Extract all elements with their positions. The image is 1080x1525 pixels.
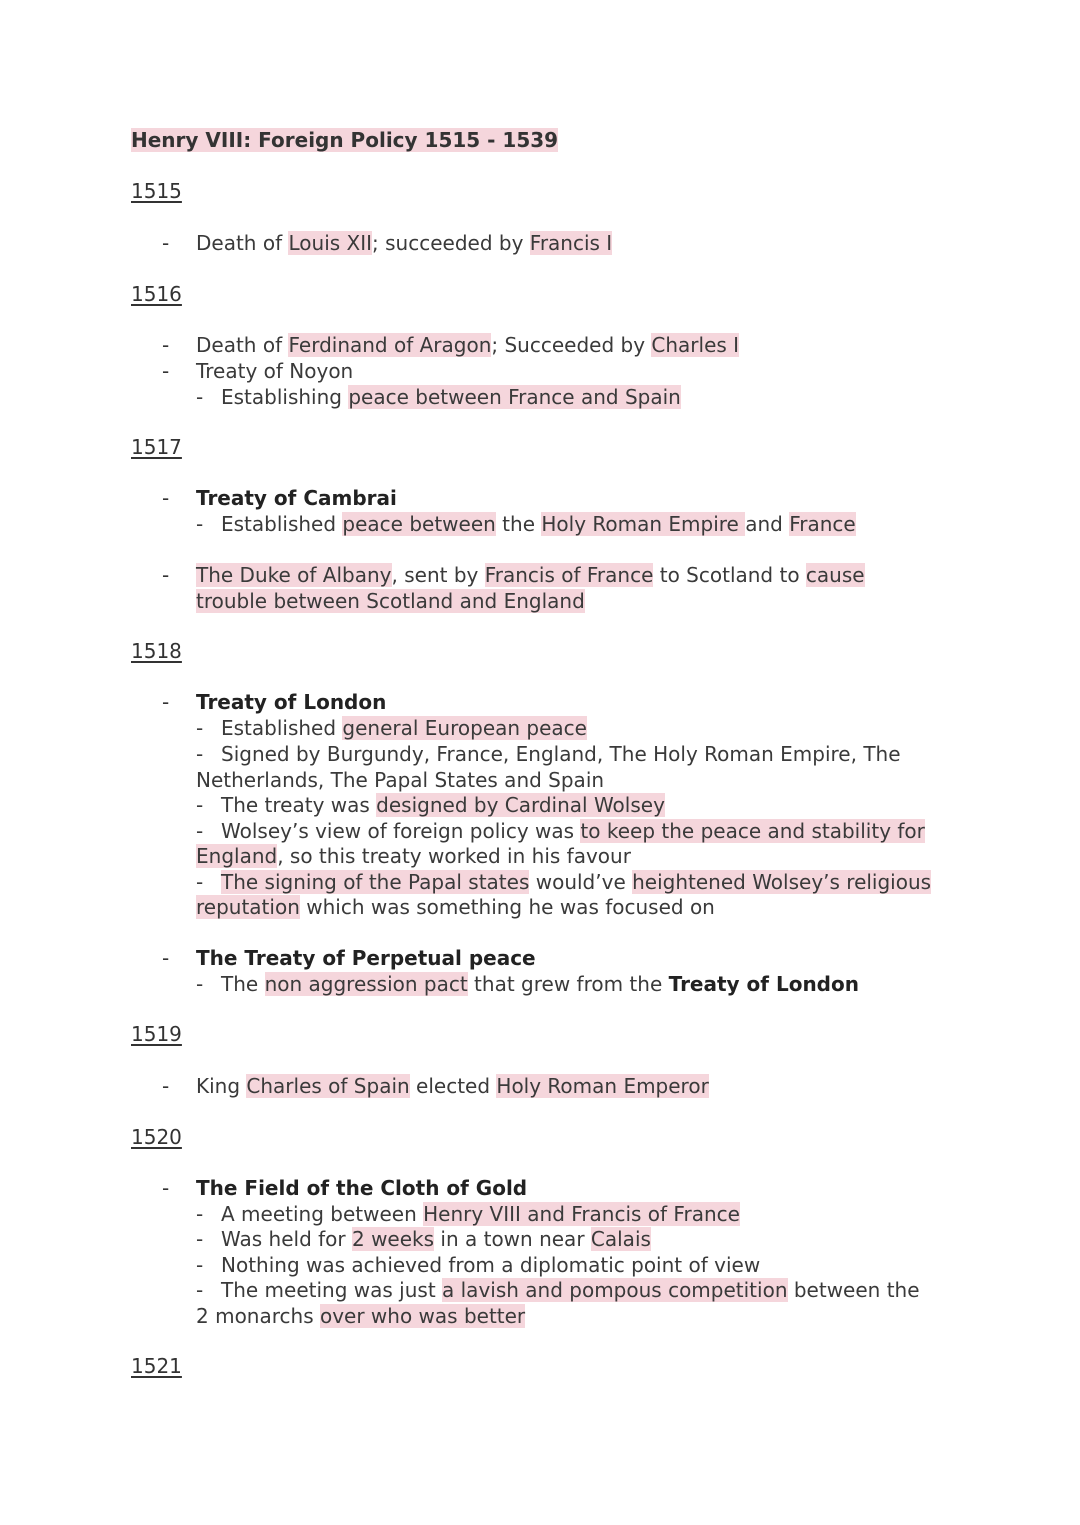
detail-1518-peace: - Established general European peace: [196, 716, 587, 740]
detail-1517-cambrai: - Established peace between the Holy Roman Empire and France: [196, 512, 856, 536]
detail-1518-pact: - The non aggression pact that grew from the Treaty of London: [196, 972, 859, 996]
detail-1518-wolsey-view: - Wolsey’s view of foreign policy was to keep the peace and stability for: [196, 819, 925, 843]
detail-1518-papal: - The signing of the Papal states would’ve heightened Wolsey’s religious: [196, 870, 932, 894]
bullet-dash: -: [162, 690, 170, 714]
year-heading-1516: 1516: [131, 282, 182, 306]
bullet-dash: -: [162, 1176, 170, 1200]
year-heading-1518: 1518: [131, 639, 182, 663]
event-1517-albany: The Duke of Albany, sent by Francis of France to Scotland to cause: [196, 563, 865, 587]
detail-1520-meeting: - A meeting between Henry VIII and Francis of France: [196, 1202, 740, 1226]
detail-1516-noyon: - Establishing peace between France and Spain: [196, 385, 681, 409]
detail-1518-signatories-cont: Netherlands, The Papal States and Spain: [196, 768, 605, 792]
event-1520-cloth-of-gold: The Field of the Cloth of Gold: [196, 1176, 528, 1200]
event-1519-charles: King Charles of Spain elected Holy Roman Emperor: [196, 1074, 709, 1098]
detail-1518-signatories: - Signed by Burgundy, France, England, The Holy Roman Empire, The: [196, 742, 901, 766]
event-1516-ferdinand: Death of Ferdinand of Aragon; Succeeded by Charles I: [196, 333, 740, 357]
year-heading-1517: 1517: [131, 435, 182, 459]
event-1517-cambrai: Treaty of Cambrai: [196, 486, 397, 510]
bullet-dash: -: [162, 486, 170, 510]
event-1515-louis: Death of Louis XII; succeeded by Francis I: [196, 231, 613, 255]
event-1516-noyon: Treaty of Noyon: [196, 359, 354, 383]
year-heading-1515: 1515: [131, 179, 182, 203]
bullet-dash: -: [162, 359, 170, 383]
bullet-dash: -: [162, 231, 170, 255]
detail-1518-wolsey-view-cont: England, so this treaty worked in his favour: [196, 844, 631, 868]
event-1518-london: Treaty of London: [196, 690, 387, 714]
bullet-dash: -: [162, 946, 170, 970]
year-heading-1521: 1521: [131, 1354, 182, 1378]
page-title: Henry VIII: Foreign Policy 1515 - 1539: [131, 128, 559, 152]
year-heading-1520: 1520: [131, 1125, 182, 1149]
event-1518-perpetual-peace: The Treaty of Perpetual peace: [196, 946, 536, 970]
year-heading-1519: 1519: [131, 1022, 182, 1046]
detail-1520-competition: - The meeting was just a lavish and pompous competition between the: [196, 1278, 920, 1302]
detail-1518-wolsey-design: - The treaty was designed by Cardinal Wolsey: [196, 793, 665, 817]
event-1517-albany-cont: trouble between Scotland and England: [196, 589, 585, 613]
bullet-dash: -: [162, 1074, 170, 1098]
bullet-dash: -: [162, 563, 170, 587]
detail-1520-nothing: - Nothing was achieved from a diplomatic point of view: [196, 1253, 761, 1277]
bullet-dash: -: [162, 333, 170, 357]
detail-1518-papal-cont: reputation which was something he was focused on: [196, 895, 715, 919]
detail-1520-duration: - Was held for 2 weeks in a town near Calais: [196, 1227, 651, 1251]
detail-1520-competition-cont: 2 monarchs over who was better: [196, 1304, 526, 1328]
